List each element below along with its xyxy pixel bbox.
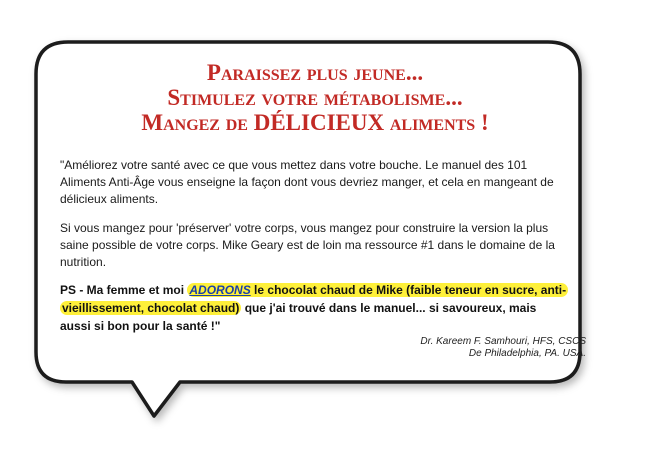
postscript-emphasis: ADORONS — [189, 283, 251, 297]
signature-location: De Philadelphia, PA. USA. — [468, 348, 586, 359]
headline-line-3 — [60, 110, 570, 135]
postscript-highlight-text: le chocolat chaud de Mike (faible teneur en sucre, anti-vieillissement, chocolat chaud) — [62, 283, 567, 315]
postscript-prefix: PS - Ma femme et moi — [60, 283, 188, 297]
signature-name: Dr. Kareem F. Samhouri, HFS, CSCS — [420, 336, 586, 347]
headline — [60, 60, 570, 135]
postscript — [60, 281, 570, 335]
headline-line-3-caps: DÉLICIEUX — [253, 110, 385, 135]
headline-line-1: Paraissez plus jeune... — [206, 60, 424, 85]
postscript-suffix: que j'ai trouvé dans le manuel... si savoureux, mais aussi si bon pour la santé !" — [60, 301, 537, 333]
signature — [420, 336, 586, 360]
headline-line-2: Stimulez votre métabolisme... — [167, 85, 463, 110]
testimonial-content — [60, 60, 570, 347]
headline-line-3-end: aliments ! — [384, 110, 489, 135]
testimonial-paragraph-1: "Améliorez votre santé avec ce que vous mettez dans votre bouche. Le manuel des 101 Aliments Anti-Âge vous enseigne la façon dont vous devriez manger, et cela en mangeant de délicieux aliments. — [60, 158, 554, 206]
testimonial-paragraph-2: Si vous mangez pour 'préserver' votre corps, vous mangez pour construire la version la plus saine possible de votre corps. Mike Geary est de loin ma ressource #1 dans le domaine de la nutrition. — [60, 221, 555, 269]
headline-line-3-start: Mangez de — [141, 110, 254, 135]
